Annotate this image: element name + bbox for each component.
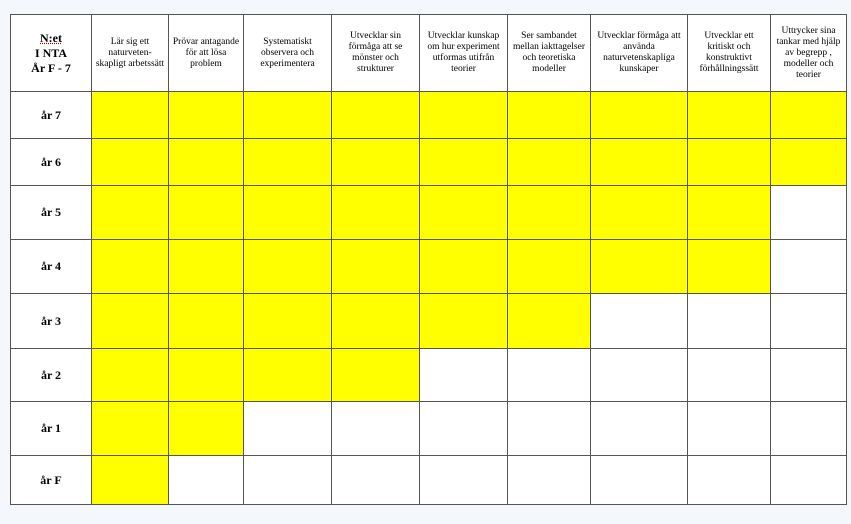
row-label: år 3 <box>11 294 92 349</box>
table-row <box>11 240 847 294</box>
filled-cell <box>244 294 332 349</box>
empty-cell <box>688 456 771 505</box>
filled-cell <box>508 294 591 349</box>
table-row <box>11 139 847 186</box>
column-header: Utvecklar ett kritiskt och konstruktivt förhållningssätt <box>688 15 771 92</box>
filled-cell <box>92 240 169 294</box>
filled-cell <box>591 186 688 240</box>
empty-cell <box>244 456 332 505</box>
filled-cell <box>244 240 332 294</box>
filled-cell <box>332 240 420 294</box>
row-label: år 2 <box>11 349 92 402</box>
filled-cell <box>332 294 420 349</box>
filled-cell <box>420 92 508 139</box>
filled-cell <box>771 139 847 186</box>
filled-cell <box>771 92 847 139</box>
empty-cell <box>591 456 688 505</box>
filled-cell <box>92 186 169 240</box>
filled-cell <box>169 402 244 456</box>
filled-cell <box>508 240 591 294</box>
filled-cell <box>169 139 244 186</box>
empty-cell <box>420 402 508 456</box>
empty-cell <box>332 402 420 456</box>
empty-cell <box>332 456 420 505</box>
table-corner-title <box>11 15 92 92</box>
row-label: år 6 <box>11 139 92 186</box>
empty-cell <box>244 402 332 456</box>
empty-cell <box>688 402 771 456</box>
table-row <box>11 349 847 402</box>
filled-cell <box>92 294 169 349</box>
empty-cell <box>771 349 847 402</box>
filled-cell <box>688 240 771 294</box>
filled-cell <box>169 240 244 294</box>
empty-cell <box>771 186 847 240</box>
filled-cell <box>332 92 420 139</box>
filled-cell <box>92 349 169 402</box>
row-label: år F <box>11 456 92 505</box>
column-header: Utvecklar kunskap om hur experiment utformas utifrån teorier <box>420 15 508 92</box>
table-row <box>11 456 847 505</box>
filled-cell <box>591 240 688 294</box>
filled-cell <box>244 92 332 139</box>
empty-cell <box>771 402 847 456</box>
filled-cell <box>332 186 420 240</box>
empty-cell <box>591 402 688 456</box>
column-header: Lär sig ett naturveten-skapligt arbetssätt <box>92 15 169 92</box>
filled-cell <box>688 92 771 139</box>
column-header: Systematiskt observera och experimentera <box>244 15 332 92</box>
filled-cell <box>420 139 508 186</box>
row-label: år 7 <box>11 92 92 139</box>
empty-cell <box>508 349 591 402</box>
column-header: Ser sambandet mellan iakttagelser och teoretiska modeller <box>508 15 591 92</box>
empty-cell <box>169 456 244 505</box>
column-header: Uttrycker sina tankar med hjälp av begrepp , modeller och teorier <box>771 15 847 92</box>
filled-cell <box>92 92 169 139</box>
empty-cell <box>771 240 847 294</box>
filled-cell <box>332 139 420 186</box>
corner-line-1: N:et <box>40 30 62 45</box>
filled-cell <box>591 92 688 139</box>
filled-cell <box>244 186 332 240</box>
filled-cell <box>169 349 244 402</box>
filled-cell <box>420 240 508 294</box>
corner-line-2: I NTA <box>34 45 68 60</box>
filled-cell <box>591 139 688 186</box>
header-row <box>11 15 847 92</box>
empty-cell <box>771 294 847 349</box>
filled-cell <box>244 349 332 402</box>
filled-cell <box>508 92 591 139</box>
corner-line-3: År F - 7 <box>31 60 71 75</box>
empty-cell <box>591 349 688 402</box>
empty-cell <box>591 294 688 349</box>
filled-cell <box>169 186 244 240</box>
empty-cell <box>420 456 508 505</box>
column-header: Utvecklar förmåga att använda naturvetenskapliga kunskaper <box>591 15 688 92</box>
empty-cell <box>688 349 771 402</box>
column-header: Utvecklar sin förmåga att se mönster och strukturer <box>332 15 420 92</box>
filled-cell <box>332 349 420 402</box>
filled-cell <box>92 402 169 456</box>
row-label: år 4 <box>11 240 92 294</box>
filled-cell <box>169 92 244 139</box>
row-label: år 1 <box>11 402 92 456</box>
empty-cell <box>771 456 847 505</box>
filled-cell <box>420 186 508 240</box>
filled-cell <box>508 186 591 240</box>
empty-cell <box>508 456 591 505</box>
filled-cell <box>92 456 169 505</box>
column-header: Prövar antagande för att lösa problem <box>169 15 244 92</box>
progression-table <box>10 14 847 505</box>
row-label: år 5 <box>11 186 92 240</box>
filled-cell <box>420 294 508 349</box>
filled-cell <box>688 186 771 240</box>
filled-cell <box>244 139 332 186</box>
table-row <box>11 186 847 240</box>
empty-cell <box>508 402 591 456</box>
filled-cell <box>92 139 169 186</box>
empty-cell <box>420 349 508 402</box>
table-row <box>11 402 847 456</box>
table-row <box>11 294 847 349</box>
table-row <box>11 92 847 139</box>
filled-cell <box>169 294 244 349</box>
empty-cell <box>688 294 771 349</box>
filled-cell <box>688 139 771 186</box>
filled-cell <box>508 139 591 186</box>
